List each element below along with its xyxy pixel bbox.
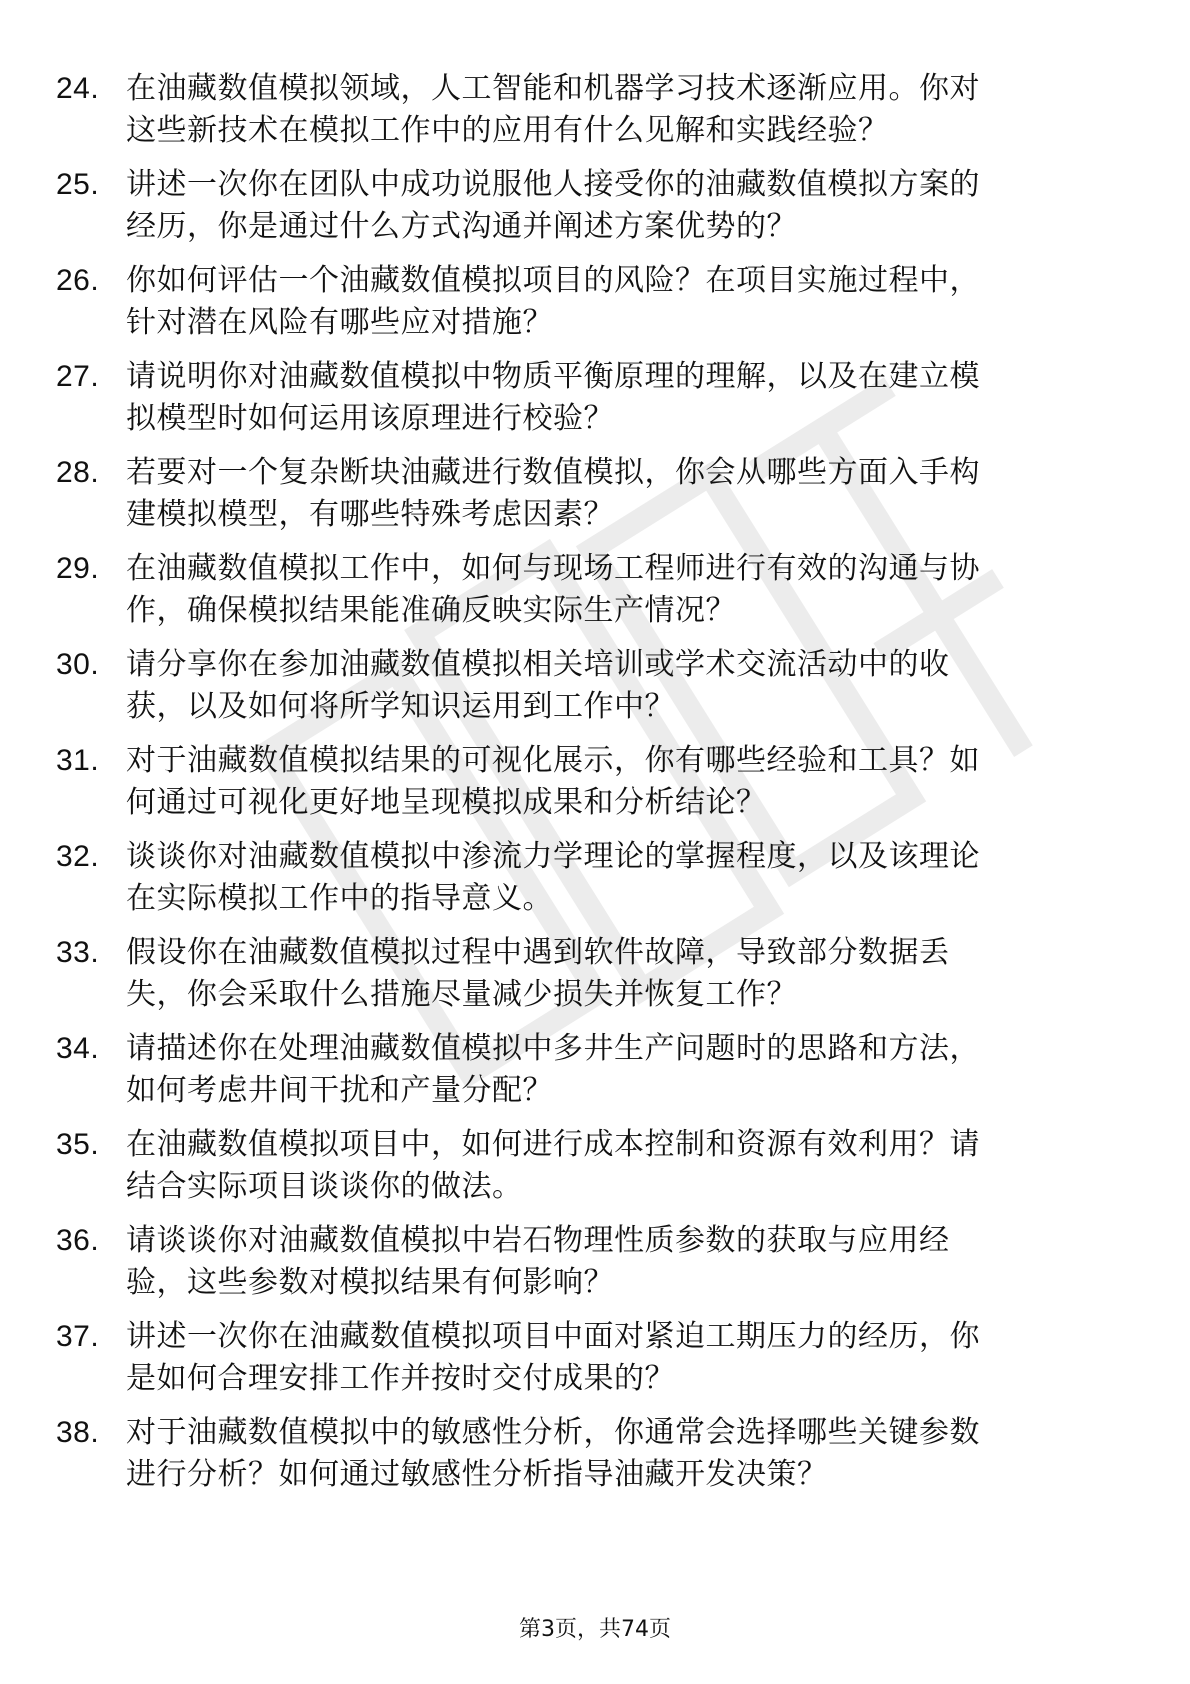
question-text: 在油藏数值模拟领域，人工智能和机器学习技术逐渐应用。你对 这些新技术在模拟工作中的应用有什么见解和实践经验？: [126, 71, 980, 148]
question-item: [56, 68, 1116, 152]
question-item: [56, 164, 1116, 248]
question-list: [56, 68, 1116, 1508]
question-number: 35.: [56, 1128, 100, 1161]
question-item: [56, 836, 1116, 920]
question-text: 假设你在油藏数值模拟过程中遇到软件故障，导致部分数据丢 失，你会采取什么措施尽量减少损失并恢复工作？: [126, 935, 950, 1012]
question-text: 对于油藏数值模拟中的敏感性分析，你通常会选择哪些关键参数 进行分析？如何通过敏感性分析指导油藏开发决策？: [126, 1415, 980, 1492]
question-item: [56, 260, 1116, 344]
question-item: [56, 356, 1116, 440]
question-number: 29.: [56, 552, 100, 585]
question-item: [56, 932, 1116, 1016]
question-number: 33.: [56, 936, 100, 969]
question-item: [56, 548, 1116, 632]
question-text: 在油藏数值模拟项目中，如何进行成本控制和资源有效利用？请 结合实际项目谈谈你的做法。: [126, 1127, 980, 1204]
question-item: [56, 740, 1116, 824]
question-text: 对于油藏数值模拟结果的可视化展示，你有哪些经验和工具？如 何通过可视化更好地呈现模拟成果和分析结论？: [126, 743, 980, 820]
question-text: 请分享你在参加油藏数值模拟相关培训或学术交流活动中的收 获，以及如何将所学知识运用到工作中？: [126, 647, 950, 724]
question-number: 25.: [56, 168, 100, 201]
question-number: 34.: [56, 1032, 100, 1065]
question-text: 谈谈你对油藏数值模拟中渗流力学理论的掌握程度，以及该理论 在实际模拟工作中的指导意义。: [126, 839, 980, 916]
question-item: [56, 1316, 1116, 1400]
question-number: 36.: [56, 1224, 100, 1257]
question-text: 讲述一次你在团队中成功说服他人接受你的油藏数值模拟方案的 经历，你是通过什么方式沟通并阐述方案优势的？: [126, 167, 980, 244]
question-number: 38.: [56, 1416, 100, 1449]
question-text: 请说明你对油藏数值模拟中物质平衡原理的理解，以及在建立模 拟模型时如何运用该原理进行校验？: [126, 359, 980, 436]
question-number: 30.: [56, 648, 100, 681]
question-item: [56, 1412, 1116, 1496]
question-item: [56, 644, 1116, 728]
question-number: 37.: [56, 1320, 100, 1353]
question-item: [56, 1124, 1116, 1208]
question-text: 请描述你在处理油藏数值模拟中多井生产问题时的思路和方法， 如何考虑井间干扰和产量分配？: [126, 1031, 980, 1108]
question-number: 26.: [56, 264, 100, 297]
question-text: 讲述一次你在油藏数值模拟项目中面对紧迫工期压力的经历，你 是如何合理安排工作并按时交付成果的？: [126, 1319, 980, 1396]
page-footer: 第3页，共74页: [519, 1617, 671, 1642]
question-text: 若要对一个复杂断块油藏进行数值模拟，你会从哪些方面入手构 建模拟模型，有哪些特殊考虑因素？: [126, 455, 980, 532]
question-text: 请谈谈你对油藏数值模拟中岩石物理性质参数的获取与应用经 验，这些参数对模拟结果有何影响？: [126, 1223, 950, 1300]
question-item: [56, 1220, 1116, 1304]
question-number: 32.: [56, 840, 100, 873]
question-text: 你如何评估一个油藏数值模拟项目的风险？在项目实施过程中， 针对潜在风险有哪些应对措施？: [126, 263, 980, 340]
question-item: [56, 1028, 1116, 1112]
question-text: 在油藏数值模拟工作中，如何与现场工程师进行有效的沟通与协 作，确保模拟结果能准确反映实际生产情况？: [126, 551, 980, 628]
question-item: [56, 452, 1116, 536]
question-number: 31.: [56, 744, 100, 777]
question-number: 24.: [56, 72, 100, 105]
question-number: 27.: [56, 360, 100, 393]
question-number: 28.: [56, 456, 100, 489]
